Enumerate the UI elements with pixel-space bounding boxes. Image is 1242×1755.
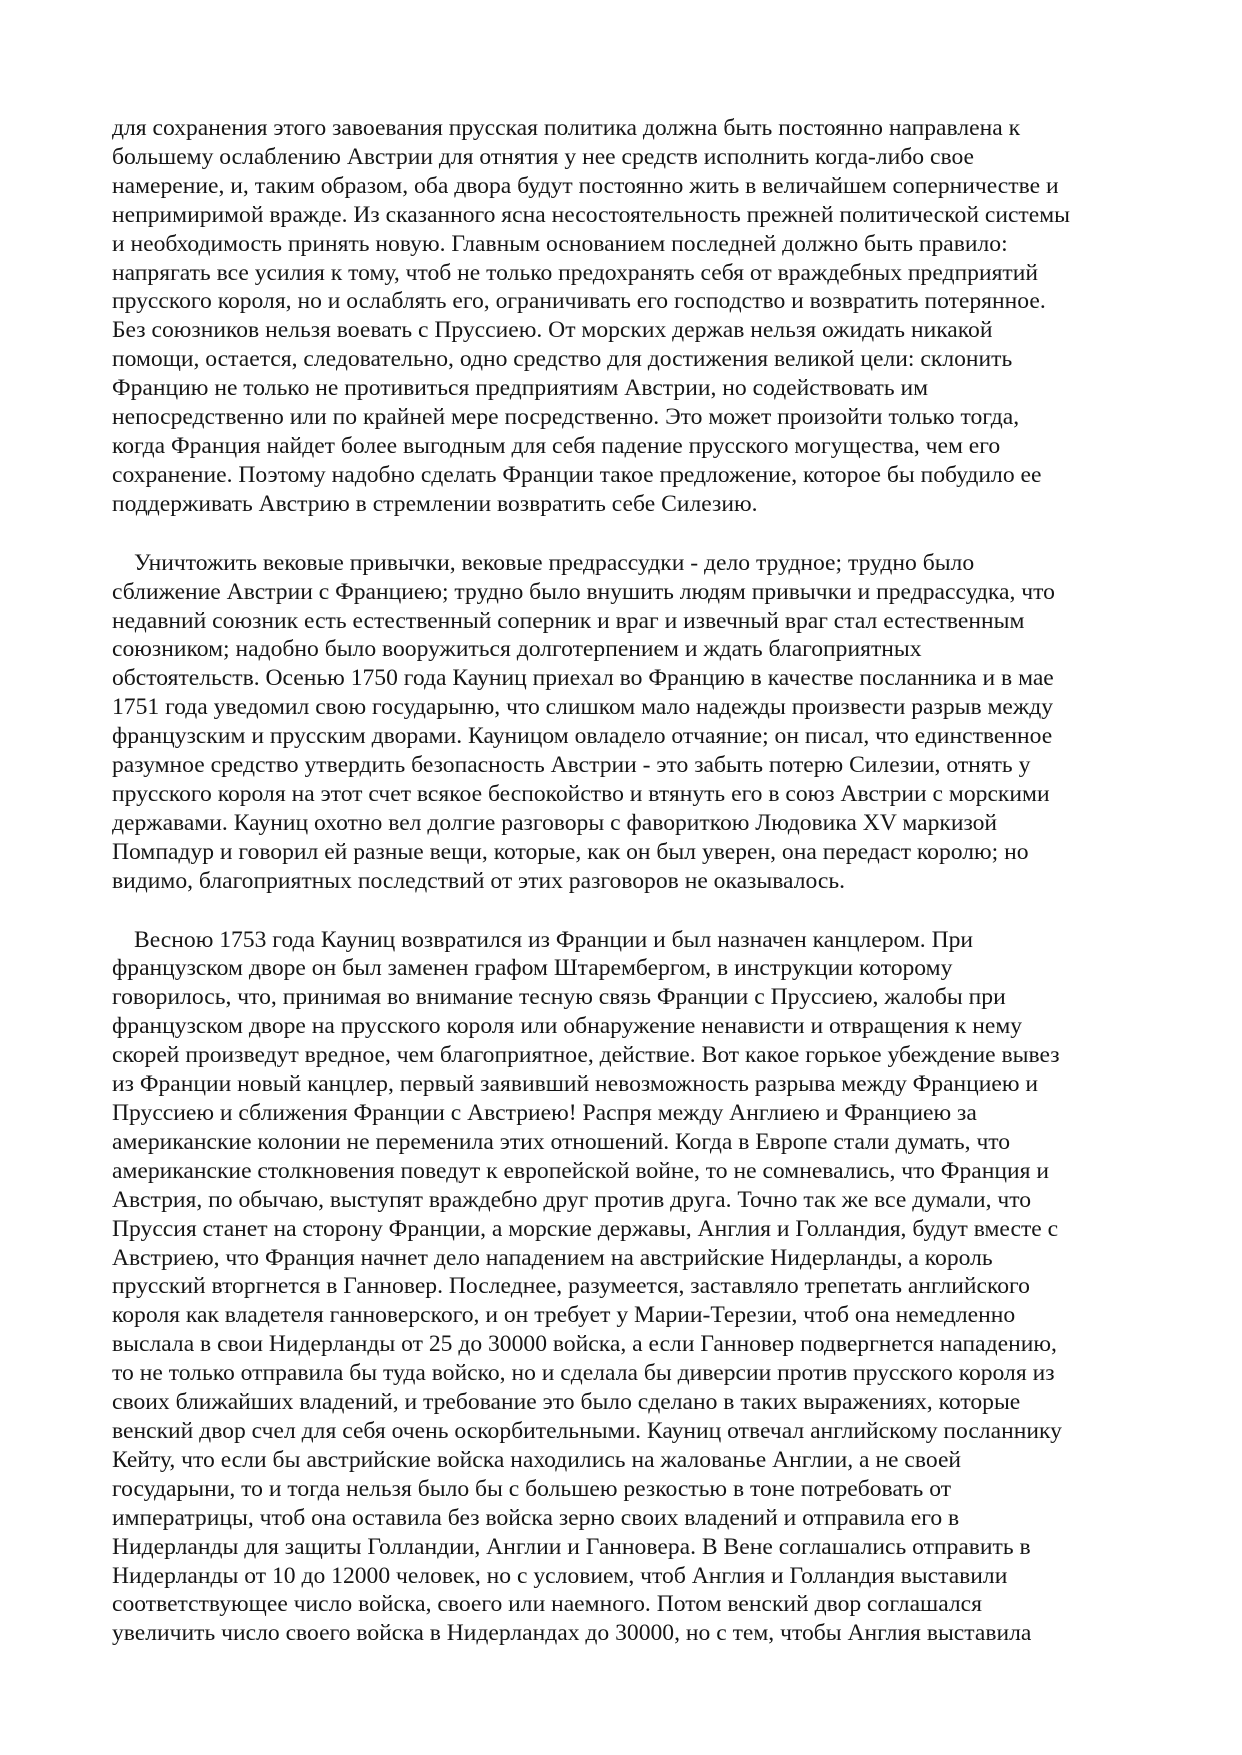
text-line: Без союзников нельзя воевать с Пруссиею. От морских держав нельзя ожидать никакой [112, 317, 993, 344]
text-line: короля как владетеля ганноверского, и он требует у Марии-Терезии, чтоб она немедленно [112, 1302, 1016, 1329]
paragraph-3 [112, 926, 1132, 1649]
text-line: когда Франция найдет более выгодным для себя падение прусского могущества, чем его [112, 432, 1001, 459]
text-line: увеличить число своего войска в Нидерландах до 30000, но с тем, чтобы Англия выставила [112, 1620, 1032, 1647]
text-line: Францию не только не противиться предприятиям Австрии, но содействовать им [112, 375, 929, 402]
text-line: скорей произведут вредное, чем благоприятное, действие. Вот какое горькое убеждение вывез [112, 1042, 1060, 1069]
text-line: видимо, благоприятных последствий от этих разговоров не оказывалось. [112, 867, 846, 894]
text-line: соответствующее число войска, своего или наемного. Потом венский двор соглашался [112, 1591, 982, 1618]
text-line: Нидерланды для защиты Голландии, Англии и Ганновера. В Вене соглашались отправить в [112, 1533, 1031, 1560]
text-line: американские столкновения поведут к европейской войне, то не сомневались, что Франция и [112, 1157, 1049, 1184]
text-line: Нидерланды от 10 до 12000 человек, но с условием, чтоб Англия и Голландия выставили [112, 1562, 1008, 1589]
text-line: большему ослаблению Австрии для отнятия у нее средств исполнить когда-либо свое [112, 143, 975, 170]
text-line: недавний союзник есть естественный соперник и враг и извечный враг стал естественным [112, 607, 1025, 634]
text-line: союзником; надобно было вооружиться долготерпением и ждать благоприятных [112, 636, 922, 663]
text-line: прусский вторгнется в Ганновер. Последнее, разумеется, заставляло трепетать английского [112, 1273, 1030, 1300]
text-line: французском дворе он был заменен графом Штарембергом, в инструкции которому [112, 955, 953, 982]
text-line: и необходимость принять новую. Главным основанием последней должно быть правило: [112, 230, 1008, 257]
text-line: выслала в свои Нидерланды от 25 до 30000 войска, а если Ганновер подвергнется нападению, [112, 1331, 1057, 1358]
text-line: Австриею, что Франция начнет дело нападением на австрийские Нидерланды, а король [112, 1244, 993, 1271]
text-line: Помпадур и говорил ей разные вещи, которые, как он был уверен, она передаст королю; но [112, 838, 1029, 865]
text-line: французском дворе на прусского короля или обнаружение ненависти и отвращения к нему [112, 1013, 1023, 1040]
text-line: разумное средство утвердить безопасность Австрии - это забыть потерю Силезии, отнять у [112, 752, 1031, 779]
text-line: намерение, и, таким образом, оба двора будут постоянно жить в величайшем соперничестве и [112, 172, 1059, 199]
text-line: напрягать все усилия к тому, чтоб не только предохранять себя от враждебных предприятий [112, 259, 1038, 286]
text-line: Пруссия станет на сторону Франции, а морские державы, Англия и Голландия, будут вместе с [112, 1215, 1059, 1242]
text-line: непримиримой вражде. Из сказанного ясна несостоятельность прежней политической системы [112, 201, 1070, 228]
text-line: своих ближайших владений, и требование это было сделано в таких выражениях, которые [112, 1389, 1021, 1416]
text-line: державами. Кауниц охотно вел долгие разговоры с фавориткою Людовика XV маркизой [112, 809, 998, 836]
text-line: Кейту, что если бы австрийские войска находились на жалованье Англии, а не своей [112, 1446, 962, 1473]
text-line: Австрия, по обычаю, выступят враждебно друг против друга. Точно так же все думали, что [112, 1186, 1032, 1213]
text-line: прусского короля на этот счет всякое беспокойство и втянуть его в союз Австрии с морскими [112, 780, 1050, 807]
text-line: сохранение. Поэтому надобно сделать Франции такое предложение, которое бы побудило ее [112, 461, 1042, 488]
text-line: 1751 года уведомил свою государыню, что слишком мало надежды произвести разрыв между [112, 694, 1054, 721]
text-line: американские колонии не переменила этих отношений. Когда в Европе стали думать, что [112, 1128, 1011, 1155]
text-line: Весною 1753 года Кауниц возвратился из Франции и был назначен канцлером. При [134, 926, 974, 953]
text-line: помощи, остается, следовательно, одно средство для достижения великой цели: склонить [112, 346, 1013, 373]
document-page [112, 114, 1132, 1648]
text-line: обстоятельств. Осенью 1750 года Кауниц приехал во Францию в качестве посланника и в мае [112, 665, 1054, 692]
text-line: императрицы, чтоб она оставила без войска зерно своих владений и отправила его в [112, 1504, 960, 1531]
text-line: венский двор счел для себя очень оскорбительными. Кауниц отвечал английскому посланнику [112, 1417, 1062, 1444]
text-line: то не только отправила бы туда войско, но и сделала бы диверсии против прусского короля из [112, 1360, 1055, 1387]
text-line: для сохранения этого завоевания прусская политика должна быть постоянно направлена к [112, 115, 1021, 141]
text-line: сближение Австрии с Франциею; трудно было внушить людям привычки и предрассудка, что [112, 578, 1055, 605]
text-line: говорилось, что, принимая во внимание тесную связь Франции с Пруссиею, жалобы при [112, 984, 1006, 1011]
text-line: поддерживать Австрию в стремлении возвратить себе Силезию. [112, 490, 758, 517]
text-line: из Франции новый канцлер, первый заявивший невозможность разрыва между Франциею и [112, 1071, 1039, 1098]
text-line: Пруссиею и сближения Франции с Австриею! Распря между Англиею и Франциею за [112, 1100, 977, 1126]
text-line: государыни, то и тогда нельзя было бы с большею резкостью в тоне потребовать от [112, 1475, 952, 1502]
paragraph-2 [112, 549, 1132, 896]
text-line: французским и прусским дворами. Кауницом овладело отчаяние; он писал, что единственное [112, 723, 1053, 750]
text-line: прусского короля, но и ослаблять его, ограничивать его господство и возвратить потерянное. [112, 288, 1046, 315]
text-line: непосредственно или по крайней мере посредственно. Это может произойти только тогда, [112, 404, 1020, 431]
text-line: Уничтожить вековые привычки, вековые предрассудки - дело трудное; трудно было [134, 549, 975, 576]
paragraph-1 [112, 114, 1132, 519]
